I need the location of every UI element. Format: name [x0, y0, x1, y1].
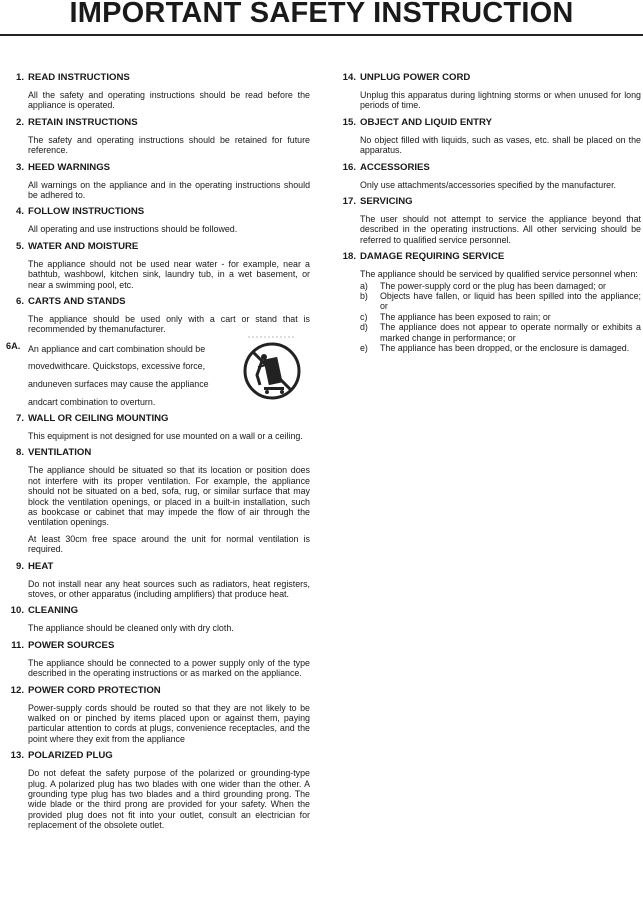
list-item-text: Objects have fallen, or liquid has been spilled into the appliance; or: [380, 291, 641, 312]
section-6a-line: anduneven surfaces may cause the appliance: [28, 379, 209, 390]
section: [6, 685, 310, 745]
section-number: 11.: [11, 639, 24, 651]
section-title: DAMAGE REQUIRING SERVICE: [360, 251, 505, 263]
section-number: 15.: [342, 116, 356, 128]
list-item-letter: c): [360, 311, 368, 322]
section-body: At least 30cm free space around the unit for normal ventilation is required.: [28, 533, 310, 555]
section: [6, 413, 310, 441]
section-6a-line: An appliance and cart combination should be: [28, 343, 206, 354]
section-number: 3.: [15, 161, 24, 173]
list-item: [338, 281, 641, 291]
list-item-text: The appliance does not appear to operate normally or exhibits a marked change in performance; or: [380, 322, 641, 343]
list-item-letter: b): [360, 291, 368, 302]
section-title: RETAIN INSTRUCTIONS: [28, 116, 138, 128]
section: [338, 72, 641, 111]
section-body: Only use attachments/accessories specified by the manufacturer.: [360, 179, 617, 190]
list-item-text: The power-supply cord or the plug has been damaged; or: [380, 280, 606, 291]
section-title: SERVICING: [360, 196, 413, 208]
list-item: [338, 322, 641, 343]
section: [6, 296, 310, 335]
section: [6, 241, 310, 290]
list-item-letter: a): [360, 280, 368, 291]
section-heading: [338, 72, 641, 84]
section-number: 8.: [15, 447, 24, 459]
section-heading: [6, 447, 310, 459]
section-body: The appliance should be situated so that its location or position does not interfere with its proper ventilation. For example, the appliance should not be situated on a bed, sofa, rug, or similar surface that may block the ventilation openings, or placed in a built-in installation, such as bookcase or cabinet that may impede the flow of air through the ventilation openings.: [28, 465, 310, 528]
list-item: [338, 343, 641, 353]
section-title: CLEANING: [28, 605, 79, 617]
section-title: VENTILATION: [28, 447, 92, 459]
section-6a: [6, 341, 310, 407]
section-heading: [6, 640, 310, 652]
section-body: Do not defeat the safety purpose of the polarized or grounding-type plug. A polarized plug has two blades with one wider than the other. A grounding type plug has two blades and a third grounding prong. The wide blade or the third prong are provided for your safety. When the provided plug does not fit into your outlet, consult an electrician for replacement of the obsolete outlet.: [28, 768, 310, 831]
section-heading: [338, 162, 641, 174]
section: [6, 117, 310, 156]
section-number: 14.: [342, 72, 356, 83]
section: [6, 447, 310, 554]
section-heading: [6, 162, 310, 174]
page-title: IMPORTANT SAFETY INSTRUCTION: [69, 0, 574, 29]
section-6a-number: 6A.: [6, 340, 21, 351]
section-number: 17.: [342, 196, 356, 208]
section-number: 1.: [15, 72, 24, 83]
section-title: POWER CORD PROTECTION: [28, 684, 161, 696]
section: [338, 251, 641, 353]
section-heading: [6, 413, 310, 425]
list-item-letter: d): [360, 322, 368, 333]
section-title: HEAT: [28, 560, 54, 572]
section: [338, 162, 641, 190]
section-heading: [6, 605, 310, 617]
section-heading: [6, 685, 310, 697]
section-number: 2.: [15, 116, 24, 128]
section-title: CARTS AND STANDS: [28, 296, 126, 308]
section-heading: [6, 296, 310, 308]
section-number: 4.: [15, 206, 24, 218]
section-title: HEED WARNINGS: [28, 161, 111, 173]
section-6a-line: movedwithcare. Quickstops, excessive force,: [28, 361, 206, 372]
list-item: [338, 291, 641, 312]
section-body: All operating and use instructions should be followed.: [28, 224, 238, 235]
section-body: All the safety and operating instructions should be read before the appliance is operated.: [28, 90, 310, 111]
section-heading: [338, 251, 641, 263]
section-6a-text: [28, 341, 233, 411]
section-number: 10.: [10, 605, 24, 617]
section-number: 16.: [342, 161, 356, 173]
section: [6, 750, 310, 830]
section-heading: [6, 206, 310, 218]
section-title: POWER SOURCES: [28, 639, 115, 651]
section-body: Do not install near any heat sources such as radiators, heat registers, stoves, or other apparatus (including amplifiers) that produce heat.: [28, 578, 310, 599]
section-heading: [6, 561, 310, 573]
section-title: READ INSTRUCTIONS: [28, 72, 130, 83]
section-heading: [6, 241, 310, 253]
section-body: The appliance should be serviced by qualified service personnel when:: [360, 269, 638, 280]
section-title: UNPLUG POWER CORD: [360, 72, 471, 83]
section-heading: [338, 117, 641, 129]
section: [338, 196, 641, 245]
section-title: WATER AND MOISTURE: [28, 240, 139, 252]
list-item-letter: e): [360, 343, 368, 354]
section: [6, 605, 310, 633]
section-title: OBJECT AND LIQUID ENTRY: [360, 116, 493, 128]
section-number: 9.: [15, 560, 24, 572]
list-item: [338, 312, 641, 322]
section-number: 18.: [342, 251, 356, 263]
section: [338, 117, 641, 156]
left-column: [6, 66, 310, 837]
section-heading: [6, 117, 310, 129]
section-title: ACCESSORIES: [360, 161, 430, 173]
section: [6, 561, 310, 600]
section-6a-line: andcart combination to overturn.: [28, 396, 156, 407]
section-heading: [6, 750, 310, 762]
section-number: 7.: [15, 412, 24, 424]
section-title: FOLLOW INSTRUCTIONS: [28, 206, 145, 218]
right-column: [338, 66, 641, 354]
section-body: Power-supply cords should be routed so that they are not likely to be walked on or pinched by items placed upon or against them, paying particular attention to cords at plugs, convenience receptacles, and the point where they exit from the appliance: [28, 702, 310, 744]
list-item-text: The appliance has been dropped, or the enclosure is damaged.: [380, 343, 630, 354]
section-body: No object filled with liquids, such as vases, etc. shall be placed on the apparatus.: [360, 134, 641, 156]
cart-tipover-warning-icon: [242, 335, 302, 401]
section: [6, 162, 310, 201]
list-item-text: The appliance has been exposed to rain; or: [380, 311, 551, 322]
section-body: The user should not attempt to service the appliance beyond that described in the operating instructions. All other servicing should be referred to qualified service personnel.: [360, 214, 641, 245]
title-rule: [0, 34, 643, 36]
section-title: WALL OR CEILING MOUNTING: [28, 412, 169, 424]
section-body: The appliance should be cleaned only with dry cloth.: [28, 623, 234, 634]
section-body: This equipment is not designed for use mounted on a wall or a ceiling.: [28, 430, 303, 441]
section: [6, 206, 310, 234]
section-body: The appliance should not be used near water - for example, near a bathtub, washbowl, kitchen sink, laundry tub, in a wet basement, or near a swimming pool, etc.: [28, 258, 310, 290]
section-number: 5.: [15, 240, 24, 252]
section-heading: [338, 196, 641, 208]
section-heading: [6, 72, 310, 84]
section-number: 13.: [10, 750, 24, 762]
section-body: The appliance should be used only with a cart or stand that is recommended by themanufacturer.: [28, 314, 310, 335]
section-title: POLARIZED PLUG: [28, 750, 113, 762]
section: [6, 72, 310, 111]
section-body: The safety and operating instructions should be retained for future reference.: [28, 134, 310, 156]
section-number: 12.: [10, 684, 24, 696]
section-body: The appliance should be connected to a power supply only of the type described in the operating instructions or as marked on the appliance.: [28, 657, 310, 679]
section-number: 6.: [15, 296, 24, 308]
section: [6, 640, 310, 679]
section-body: All warnings on the appliance and in the operating instructions should be adhered to.: [28, 179, 310, 201]
section-body: Unplug this apparatus during lightning storms or when unused for long periods of time.: [360, 90, 641, 111]
